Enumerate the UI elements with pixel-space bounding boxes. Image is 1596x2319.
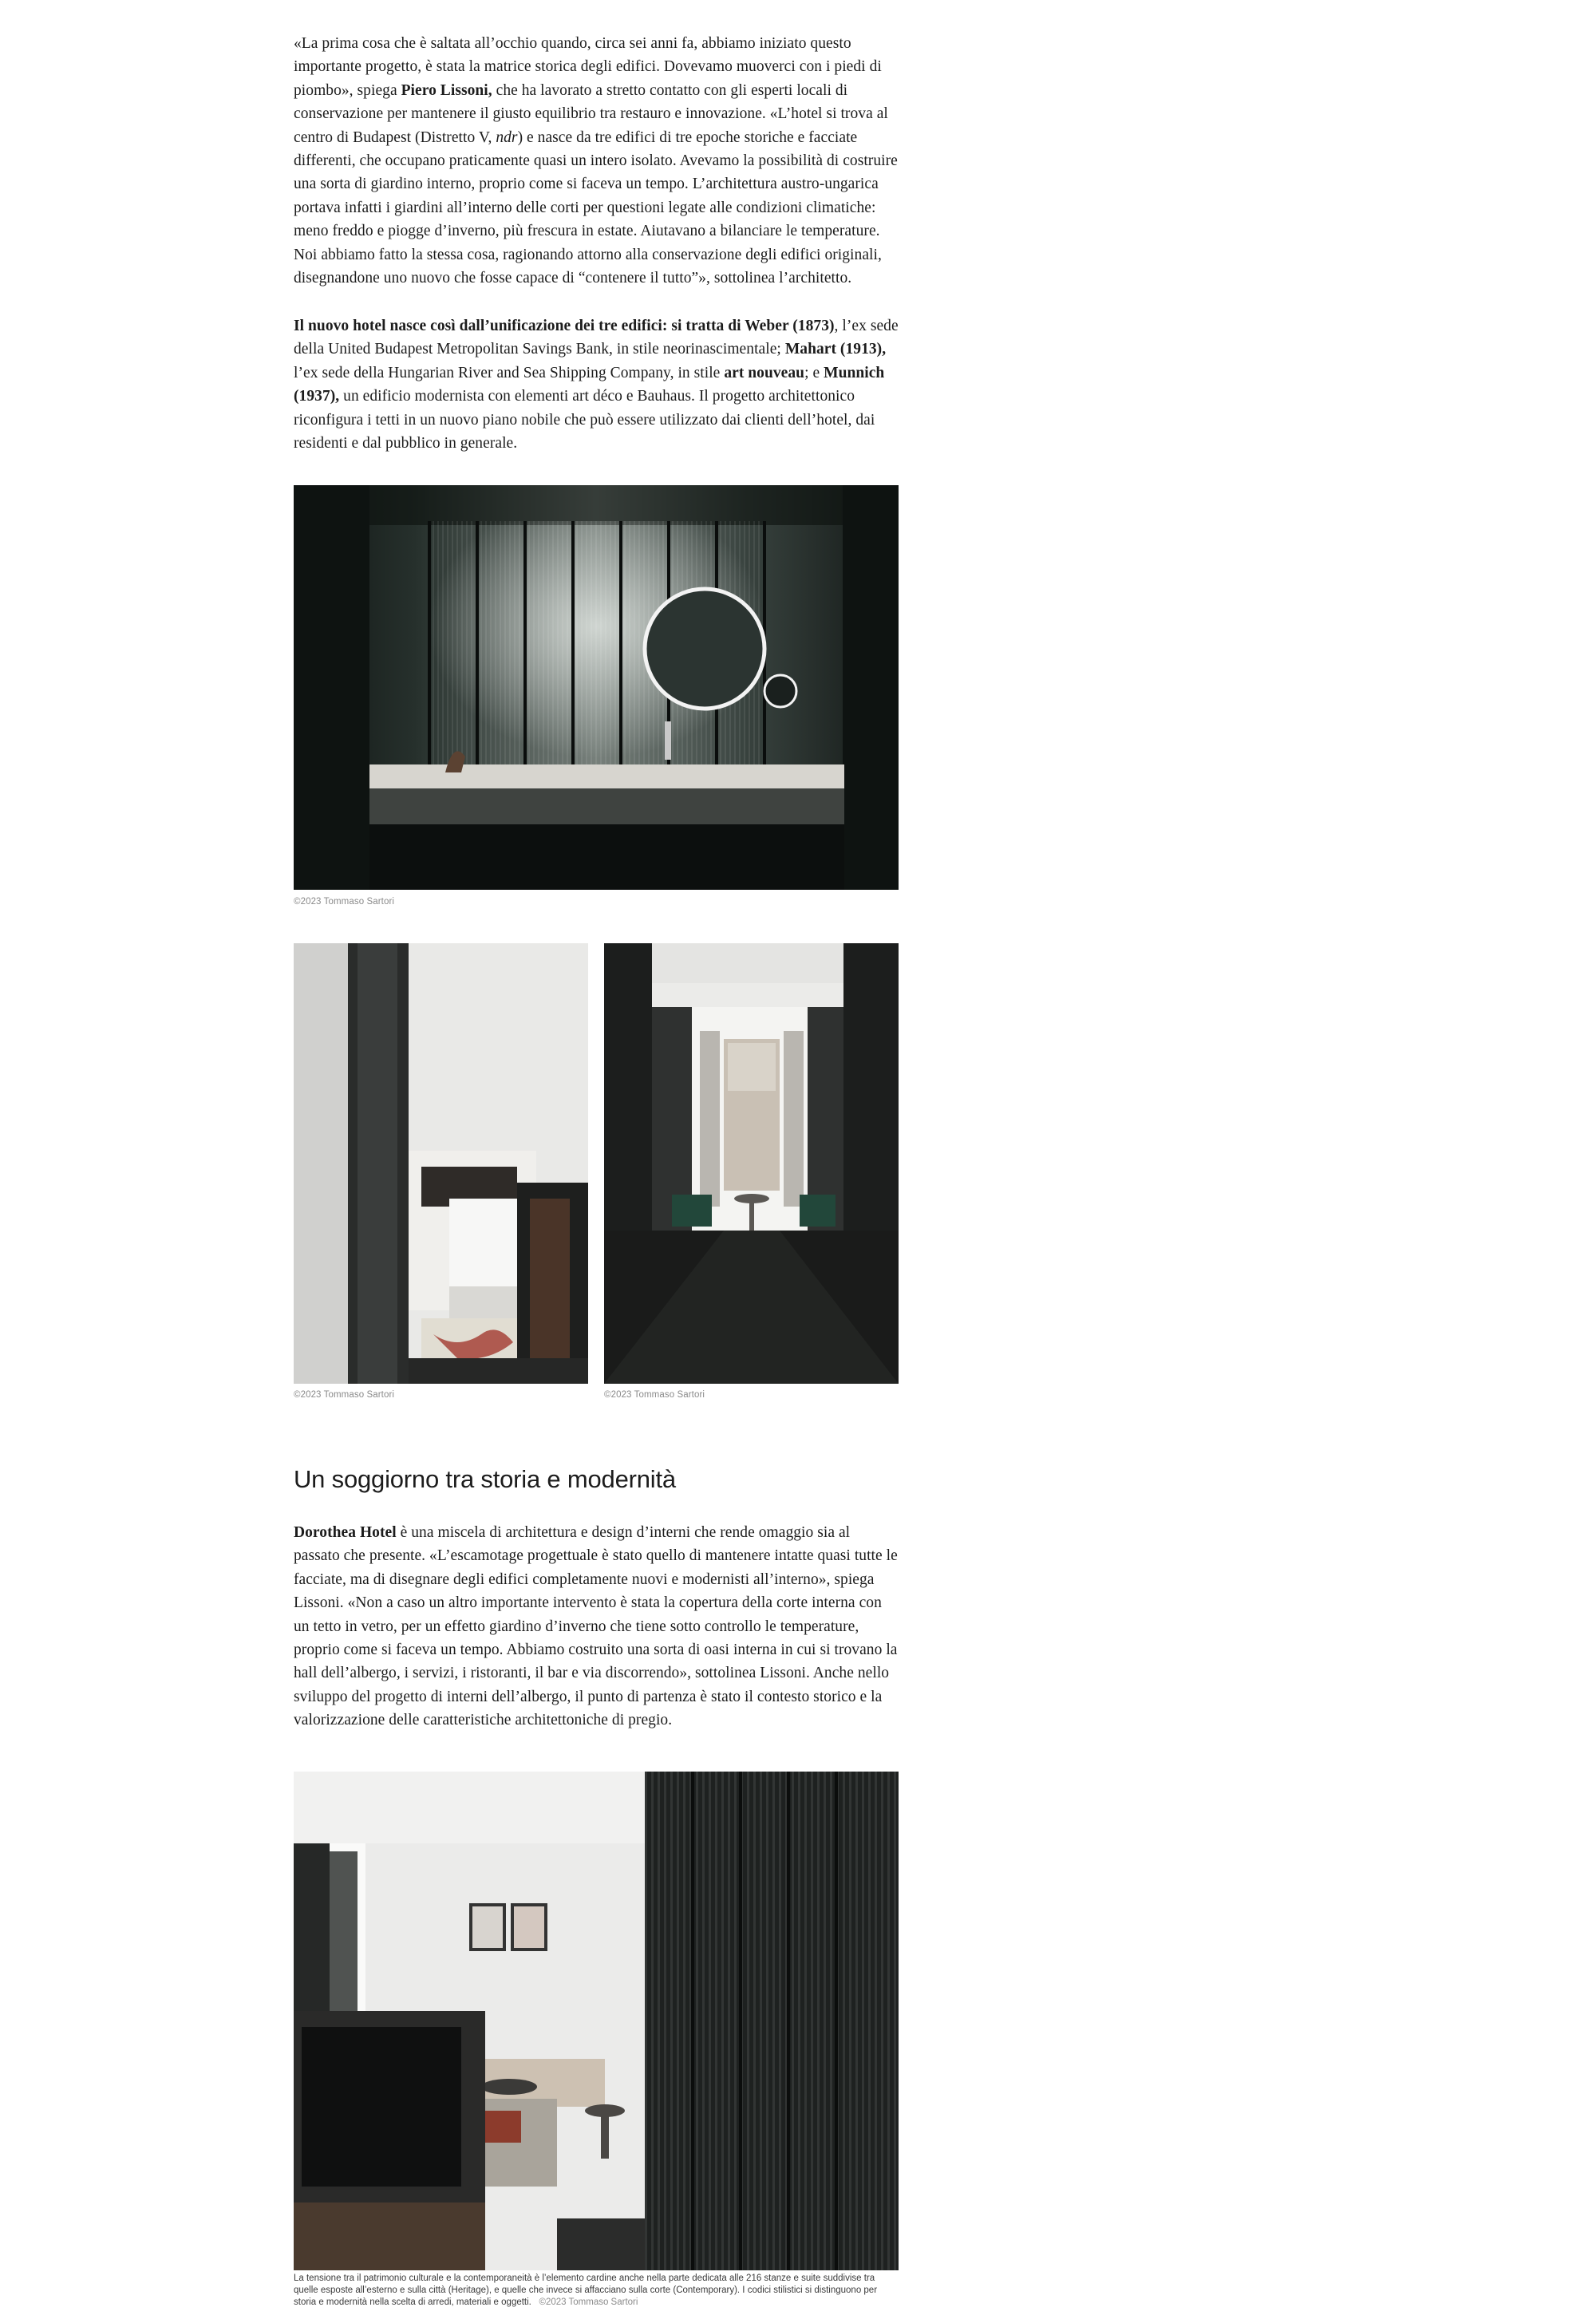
- ndr-note: ndr: [496, 128, 518, 146]
- section-text: è una miscela di architettura e design d’interni che rende omaggio sia al passato che presente. «L’escamotage progettuale è stato quello di mantenere intatte quasi tutte le facciate, ma di disegnare degli edifici completamente nuovi e modernisti all’interno», spiega Lissoni. «Non a caso un altro importante intervento è stata la copertura della corte interna con un tetto in vetro, per un effetto giardino d’inverno che tiene sotto controllo le temperature, proprio come si faceva un tempo. Abbiamo costruito una sorta di oasi interna in cui si trovano la hall dell’albergo, i servizi, i ristoranti, il bar e via discorrendo», sottolinea Lissoni. Anche nello sviluppo del progetto di interni dell’albergo, il punto di partenza è stato il contesto storico e la valorizzazione delle caratteristiche architettoniche di pregio.: [294, 1524, 898, 1729]
- buildings-text-b: l’ex sede della Hungarian River and Sea Shipping Company, in stile: [294, 364, 725, 381]
- intro-text-b: che ha lavorato a stretto contatto con gli esperti locali di conservazione per mantenere il giusto equilibrio tra restauro e innovazione. «L’hotel si trova al centro di Budapest (Distretto V,: [294, 81, 888, 146]
- bedroom-corridor-photo: [294, 943, 588, 1384]
- section-heading: Un soggiorno tra storia e modernità: [294, 1465, 676, 1493]
- bathroom-photo: [294, 485, 899, 890]
- munnich-bold: Munnich (1937),: [294, 364, 885, 405]
- room-photo-credit: ©2023 Tommaso Sartori: [539, 2297, 638, 2307]
- buildings-text-c: ; e: [804, 364, 824, 381]
- caption-text: La tensione tra il patrimonio culturale e la contemporaneità è l’elemento cardine anche nella parte dedicata alle 216 stanze e suite suddivise tra quelle esposte all’esterno e sulla città (Heritage), e quelle che invece si affacciano sulla corte (Contemporary). I codici stilistici si distinguono per storia e modernità nella scelta di arredi, materiali e oggetti.: [294, 2274, 878, 2307]
- intro-paragraph: [294, 32, 899, 290]
- buildings-text-a: , l’ex sede della United Budapest Metropolitan Savings Bank, in stile neorinascimentale;: [294, 318, 899, 358]
- hotel-name-bold: Dorothea Hotel: [294, 1524, 397, 1541]
- weber-bold: Il nuovo hotel nasce così dall’unificazione dei tre edifici: si tratta di Weber (1873): [294, 318, 835, 334]
- mahart-bold: Mahart (1913),: [784, 341, 887, 358]
- buildings-text-d: un edificio modernista con elementi art déco e Bauhaus. Il progetto architettonico riconfigura i tetti in un nuovo piano nobile che può essere utilizzato dai clienti dell’hotel, dai residenti e dal pubblico in generale.: [294, 388, 875, 452]
- architect-name: Piero Lissoni,: [401, 81, 492, 99]
- intro-text-a: «La prima cosa che è saltata all’occhio quando, circa sei anni fa, abbiamo iniziato questo importante progetto, è stata la matrice storica degli edifici. Dovevamo muoverci con i piedi di piombo», spiega: [294, 35, 882, 99]
- living-photo-credit: ©2023 Tommaso Sartori: [604, 1390, 705, 1400]
- bathroom-photo-credit: ©2023 Tommaso Sartori: [294, 897, 395, 907]
- intro-text-c: ) e nasce da tre edifici di tre epoche storiche e facciate differenti, che occupano praticamente quasi un intero isolato. Avevamo la possibilità di costruire una sorta di giardino interno, proprio come si faceva un tempo. L’architettura austro-ungarica portava infatti i giardini all’interno delle corti per questioni legate alle condizioni climatiche: meno freddo e piogge d’inverno, più frescura in estate. Aiutavano a bilanciare le temperature. Noi abbiamo fatto la stessa cosa, ragionando attorno alla conservazione degli edifici originali, disegnandone uno nuovo che fosse capace di “contenere il tutto”», sottolinea l’architetto.: [294, 128, 898, 287]
- buildings-paragraph: [294, 314, 899, 455]
- bedroom-photo-credit: ©2023 Tommaso Sartori: [294, 1390, 395, 1400]
- living-room-photo: [604, 943, 899, 1384]
- room-photo: [294, 1772, 899, 2270]
- room-photo-caption: [294, 2273, 899, 2309]
- art-nouveau-bold: art nouveau: [724, 364, 805, 381]
- section-paragraph: [294, 1521, 899, 1732]
